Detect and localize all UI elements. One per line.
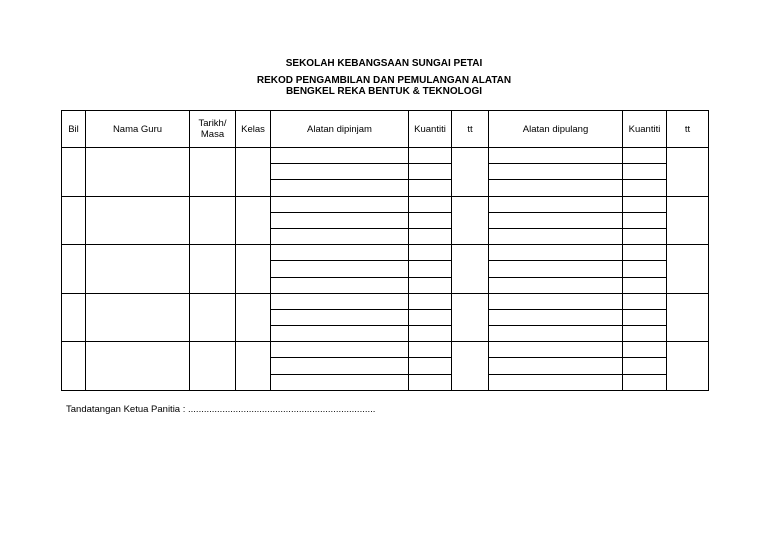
kelas-cell[interactable] (236, 293, 271, 342)
kuantiti-pinjam-cell[interactable] (409, 261, 452, 277)
record-body (62, 148, 709, 391)
alatan-dipinjam-cell[interactable] (271, 164, 409, 180)
alatan-dipulang-cell[interactable] (489, 293, 623, 309)
tarikh-masa-cell[interactable] (190, 245, 236, 294)
alatan-dipulang-cell[interactable] (489, 180, 623, 196)
form-title-line1: REKOD PENGAMBILAN DAN PEMULANGAN ALATAN (256, 75, 512, 86)
tt-pinjam-cell[interactable] (452, 293, 489, 342)
signature-line[interactable]: : ....................................................................... (180, 404, 376, 415)
col-header-nama-guru: Nama Guru (86, 111, 190, 148)
tt-pulang-cell[interactable] (667, 342, 709, 391)
kuantiti-pinjam-cell[interactable] (409, 374, 452, 390)
bil-cell[interactable] (62, 196, 86, 245)
bil-cell[interactable] (62, 245, 86, 294)
alatan-dipinjam-cell[interactable] (271, 261, 409, 277)
kuantiti-pinjam-cell[interactable] (409, 277, 452, 293)
col-header-tt-pulang: tt (667, 111, 709, 148)
alatan-dipinjam-cell[interactable] (271, 277, 409, 293)
alatan-dipulang-cell[interactable] (489, 245, 623, 261)
record-table (61, 110, 709, 391)
alatan-dipinjam-cell[interactable] (271, 245, 409, 261)
alatan-dipinjam-cell[interactable] (271, 228, 409, 244)
alatan-dipinjam-cell[interactable] (271, 293, 409, 309)
kuantiti-pulang-cell[interactable] (623, 261, 667, 277)
alatan-dipulang-cell[interactable] (489, 212, 623, 228)
school-name: SEKOLAH KEBANGSAAN SUNGAI PETAI (285, 58, 483, 69)
kuantiti-pinjam-cell[interactable] (409, 326, 452, 342)
tt-pinjam-cell[interactable] (452, 245, 489, 294)
col-header-tarikh-masa (190, 111, 236, 148)
alatan-dipulang-cell[interactable] (489, 277, 623, 293)
kuantiti-pinjam-cell[interactable] (409, 245, 452, 261)
tt-pinjam-cell[interactable] (452, 148, 489, 197)
record-row (62, 196, 709, 212)
tarikh-masa-cell[interactable] (190, 342, 236, 391)
tt-pulang-cell[interactable] (667, 245, 709, 294)
kelas-cell[interactable] (236, 342, 271, 391)
tarikh-masa-cell[interactable] (190, 196, 236, 245)
tt-pinjam-cell[interactable] (452, 342, 489, 391)
kuantiti-pulang-cell[interactable] (623, 326, 667, 342)
col-header-bil: Bil (62, 111, 86, 148)
alatan-dipinjam-cell[interactable] (271, 212, 409, 228)
kuantiti-pulang-cell[interactable] (623, 293, 667, 309)
bil-cell[interactable] (62, 342, 86, 391)
col-header-alatan-dipinjam: Alatan dipinjam (271, 111, 409, 148)
kuantiti-pulang-cell[interactable] (623, 277, 667, 293)
alatan-dipinjam-cell[interactable] (271, 196, 409, 212)
alatan-dipinjam-cell[interactable] (271, 148, 409, 164)
kuantiti-pinjam-cell[interactable] (409, 212, 452, 228)
kelas-cell[interactable] (236, 196, 271, 245)
form-title-line2: BENGKEL REKA BENTUK & TEKNOLOGI (285, 86, 483, 97)
kuantiti-pulang-cell[interactable] (623, 309, 667, 325)
kuantiti-pulang-cell[interactable] (623, 342, 667, 358)
nama-guru-cell[interactable] (86, 245, 190, 294)
header-row (62, 111, 709, 148)
alatan-dipulang-cell[interactable] (489, 164, 623, 180)
kuantiti-pulang-cell[interactable] (623, 228, 667, 244)
kuantiti-pinjam-cell[interactable] (409, 309, 452, 325)
kuantiti-pulang-cell[interactable] (623, 180, 667, 196)
record-row (62, 293, 709, 309)
tt-pinjam-cell[interactable] (452, 196, 489, 245)
alatan-dipulang-cell[interactable] (489, 326, 623, 342)
tarikh-label: Tarikh/ (198, 118, 227, 129)
kuantiti-pinjam-cell[interactable] (409, 164, 452, 180)
record-row (62, 148, 709, 164)
alatan-dipinjam-cell[interactable] (271, 309, 409, 325)
record-row (62, 245, 709, 261)
alatan-dipinjam-cell[interactable] (271, 374, 409, 390)
alatan-dipinjam-cell[interactable] (271, 180, 409, 196)
kuantiti-pinjam-cell[interactable] (409, 228, 452, 244)
alatan-dipulang-cell[interactable] (489, 196, 623, 212)
bil-cell[interactable] (62, 293, 86, 342)
tt-pulang-cell[interactable] (667, 148, 709, 197)
nama-guru-cell[interactable] (86, 196, 190, 245)
col-header-alatan-dipulang: Alatan dipulang (489, 111, 623, 148)
nama-guru-cell[interactable] (86, 293, 190, 342)
alatan-dipulang-cell[interactable] (489, 358, 623, 374)
alatan-dipulang-cell[interactable] (489, 342, 623, 358)
kuantiti-pulang-cell[interactable] (623, 148, 667, 164)
col-header-kelas: Kelas (236, 111, 271, 148)
kelas-cell[interactable] (236, 148, 271, 197)
alatan-dipulang-cell[interactable] (489, 228, 623, 244)
kuantiti-pulang-cell[interactable] (623, 358, 667, 374)
nama-guru-cell[interactable] (86, 148, 190, 197)
record-row (62, 342, 709, 358)
kuantiti-pulang-cell[interactable] (623, 374, 667, 390)
kelas-cell[interactable] (236, 245, 271, 294)
bil-cell[interactable] (62, 148, 86, 197)
kuantiti-pinjam-cell[interactable] (409, 148, 452, 164)
col-header-kuantiti-pinjam: Kuantiti (409, 111, 452, 148)
kuantiti-pulang-cell[interactable] (623, 212, 667, 228)
tarikh-masa-cell[interactable] (190, 148, 236, 197)
nama-guru-cell[interactable] (86, 342, 190, 391)
col-header-tt-pinjam: tt (452, 111, 489, 148)
kuantiti-pulang-cell[interactable] (623, 164, 667, 180)
kuantiti-pulang-cell[interactable] (623, 196, 667, 212)
tt-pulang-cell[interactable] (667, 293, 709, 342)
col-header-kuantiti-pulang: Kuantiti (623, 111, 667, 148)
kuantiti-pinjam-cell[interactable] (409, 358, 452, 374)
alatan-dipulang-cell[interactable] (489, 309, 623, 325)
alatan-dipinjam-cell[interactable] (271, 342, 409, 358)
kuantiti-pinjam-cell[interactable] (409, 342, 452, 358)
alatan-dipulang-cell[interactable] (489, 148, 623, 164)
kuantiti-pinjam-cell[interactable] (409, 196, 452, 212)
tt-pulang-cell[interactable] (667, 196, 709, 245)
kuantiti-pinjam-cell[interactable] (409, 180, 452, 196)
kuantiti-pulang-cell[interactable] (623, 245, 667, 261)
alatan-dipinjam-cell[interactable] (271, 326, 409, 342)
alatan-dipulang-cell[interactable] (489, 374, 623, 390)
alatan-dipulang-cell[interactable] (489, 261, 623, 277)
masa-label: Masa (200, 129, 225, 140)
tarikh-masa-cell[interactable] (190, 293, 236, 342)
kuantiti-pinjam-cell[interactable] (409, 293, 452, 309)
signature-label: Tandatangan Ketua Panitia (66, 404, 181, 415)
alatan-dipinjam-cell[interactable] (271, 358, 409, 374)
signature-area (66, 404, 375, 415)
